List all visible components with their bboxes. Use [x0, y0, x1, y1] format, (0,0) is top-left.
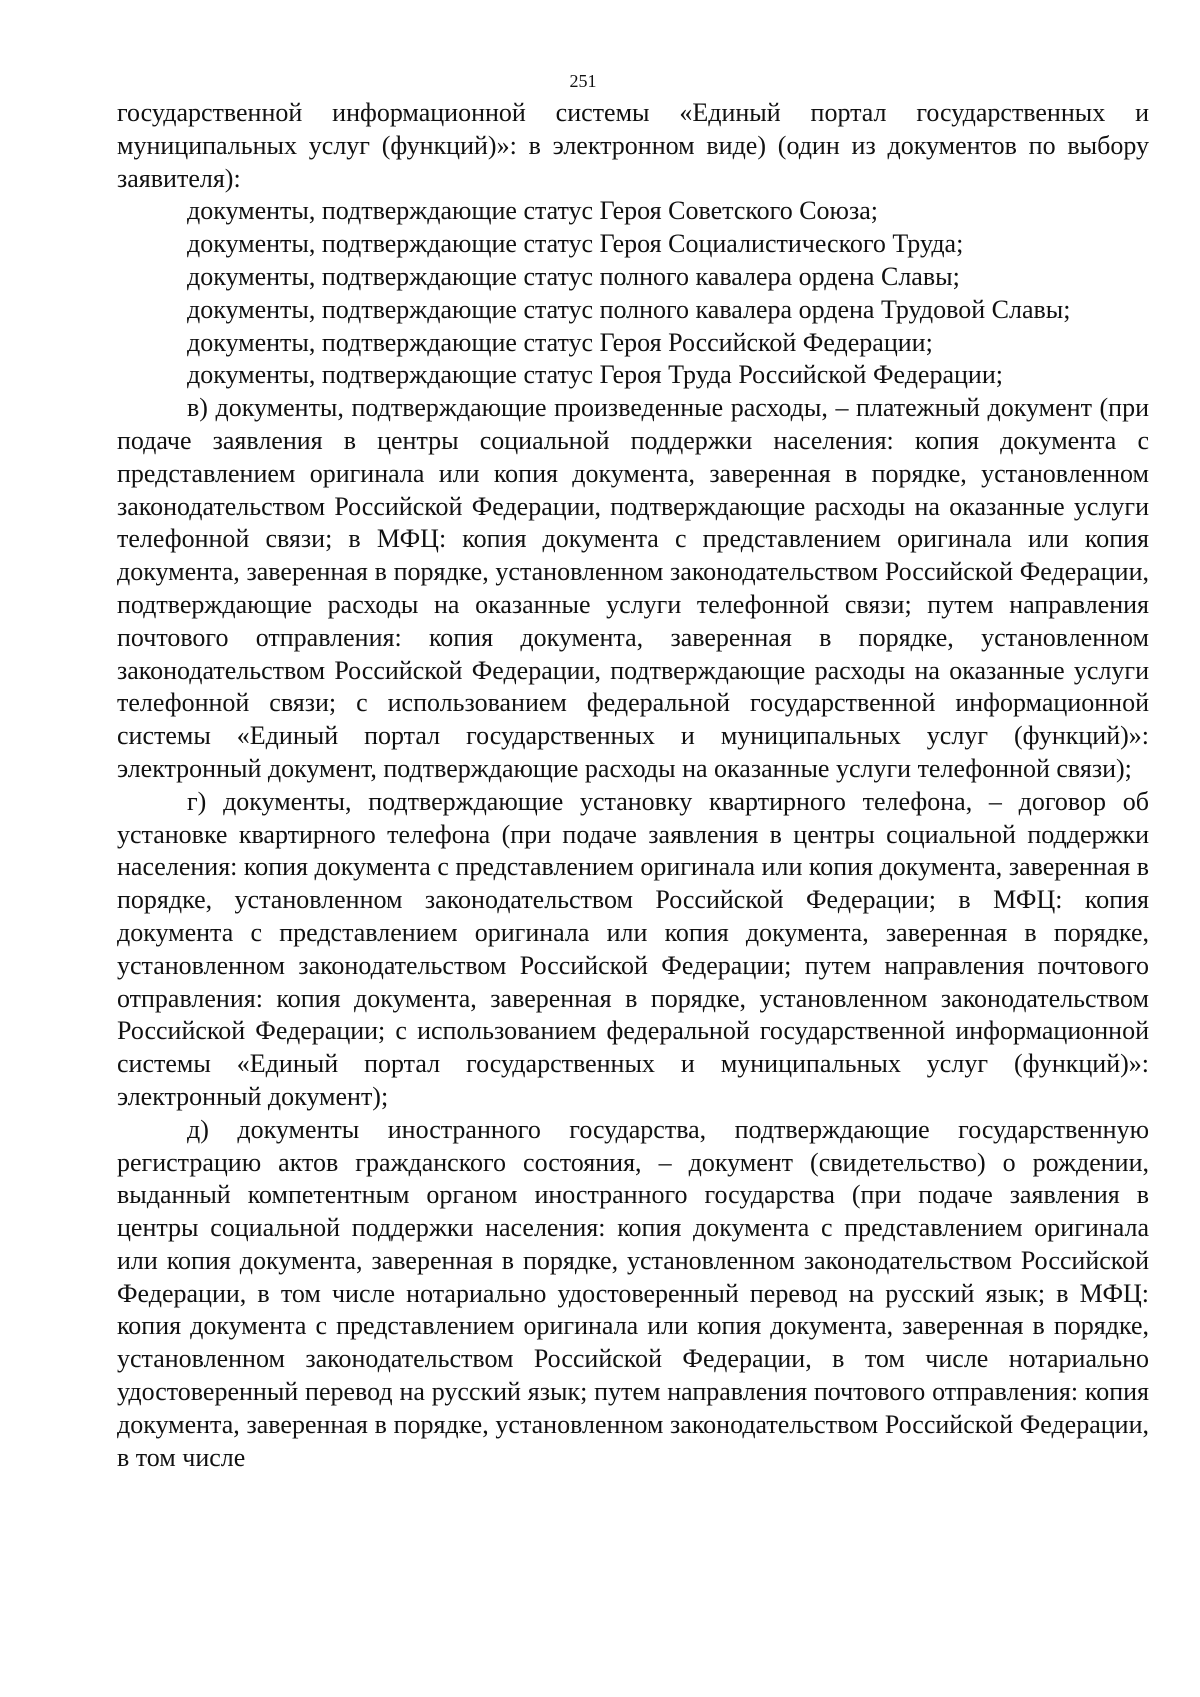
list-item-order-of-labor-glory: документы, подтверждающие статус полного кавалера ордена Трудовой Славы; [187, 294, 1071, 324]
paragraph-item-d: д) документы иностранного государства, подтверждающие государственную регистрацию актов гражданского состояния, – документ (свидетельство) о рождении, выданный компетентным органом иностранного государства (при подаче заявления в центры социальной поддержки населения: копия документа с представлением оригинала или копия документа, заверенная в порядке, установленном законодательством Российской Федерации, в том числе нотариально удостоверенный перевод на русский язык; в МФЦ: копия документа с представлением оригинала или копия документа, заверенная в порядке, установленном законодательством Российской Федерации, в том числе нотариально удостоверенный перевод на русский язык; путем направления почтового отправления: копия документа, заверенная в порядке, установленном законодательством Российской Федерации, в том числе [117, 1114, 1149, 1472]
page-number: 251 [569, 71, 597, 91]
list-item-hero-of-labor-rf: документы, подтверждающие статус Героя Труда Российской Федерации; [187, 360, 1003, 390]
list-item-hero-socialist-labor: документы, подтверждающие статус Героя Социалистического Труда; [187, 229, 964, 259]
list-item-hero-russian-federation: документы, подтверждающие статус Героя Российской Федерации; [187, 327, 933, 357]
paragraph-item-g: г) документы, подтверждающие установку квартирного телефона, – договор об установке квартирного телефона (при подаче заявления в центры социальной поддержки населения: копия документа с представлением оригинала или копия документа, заверенная в порядке, установленном законодательством Российской Федерации; в МФЦ: копия документа с представлением оригинала или копия документа, заверенная в порядке, установленном законодательством Российской Федерации; путем направления почтового отправления: копия документа, заверенная в порядке, установленном законодательством Российской Федерации; с использованием федеральной государственной информационной системы «Единый портал государственных и муниципальных услуг (функций)»: электронный документ); [117, 786, 1149, 1111]
paragraph-item-v: в) документы, подтверждающие произведенные расходы, – платежный документ (при подаче заявления в центры социальной поддержки населения: копия документа с представлением оригинала или копия документа, заверенная в порядке, установленном законодательством Российской Федерации, подтверждающие расходы на оказанные услуги телефонной связи; в МФЦ: копия документа с представлением оригинала или копия документа, заверенная в порядке, установленном законодательством Российской Федерации, подтверждающие расходы на оказанные услуги телефонной связи; путем направления почтового отправления: копия документа, заверенная в порядке, установленном законодательством Российской Федерации, подтверждающие расходы на оказанные услуги телефонной связи; с использованием федеральной государственной информационной системы «Единый портал государственных и муниципальных услуг (функций)»: электронный документ, подтверждающие расходы на оказанные услуги телефонной связи); [117, 393, 1149, 783]
list-item-order-of-glory: документы, подтверждающие статус полного кавалера ордена Славы; [187, 261, 960, 291]
paragraph-continuation: государственной информационной системы «Единый портал государственных и муниципальных услуг (функций)»: в электронном виде) (один из документов по выбору заявителя): [117, 98, 1149, 193]
document-body [117, 97, 1149, 1474]
list-item-hero-soviet-union: документы, подтверждающие статус Героя Советского Союза; [187, 196, 878, 226]
